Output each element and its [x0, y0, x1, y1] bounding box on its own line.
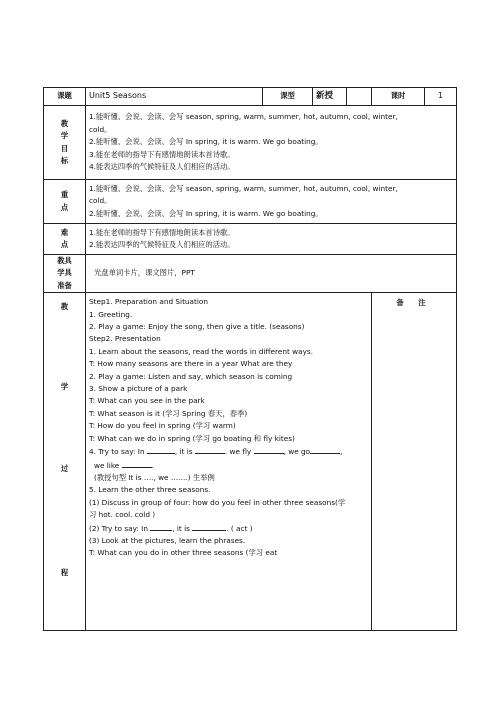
header-row — [44, 88, 457, 106]
process-line: (3) Look at the pictures, learn the phrases. — [89, 535, 246, 545]
objective-line: 2.能听懂、会说、会读、会写 In spring, it is warm. We go boating。 — [89, 137, 323, 147]
try-to-say-line-1: 4. Try to say: In , it is . we fly , we go , — [89, 447, 343, 457]
process-line: T: How do you feel in spring (学习 warm) — [89, 421, 236, 431]
blank — [147, 445, 175, 454]
try-to-say-line-2: (2) Try to say: In , it is . ( act ) — [89, 523, 253, 533]
process-line: T: What can you do in other three seasons (学习 eat — [89, 548, 278, 558]
blank — [122, 459, 152, 468]
lesson-plan-table — [43, 87, 457, 631]
objective-line: 1.能听懂、会说、会读、会写 season, spring, warm, summer, hot, autumn, cool, winter, — [89, 112, 398, 122]
key-points-content — [86, 180, 457, 224]
materials-label: 教具 学具 准备 — [44, 255, 86, 293]
blank — [310, 445, 340, 454]
key-points-label: 重 点 — [44, 180, 86, 224]
key-points-row — [44, 180, 457, 224]
objective-line: 4.能表达四季的气候特征及人们相应的活动。 — [89, 162, 235, 172]
blank — [192, 522, 226, 531]
process-line: (教授句型 It is …., we …….) 生举例 — [94, 472, 215, 482]
process-line: T: How many seasons are there in a year What are they — [89, 359, 293, 369]
type-label: 课型 — [263, 88, 313, 106]
blank — [254, 445, 284, 454]
difficulties-row — [44, 224, 457, 255]
process-line: Step1. Preparation and Situation — [89, 297, 209, 307]
materials-value: 光盘单词卡片，课文图片，PPT — [86, 255, 457, 293]
type-value: 新授 — [313, 88, 347, 106]
difficulties-content — [86, 224, 457, 255]
process-line: 习 hot. cool. cold ) — [89, 510, 156, 520]
process-line: Step2. Presentation — [89, 334, 161, 344]
process-line: 2. Play a game: Enjoy the song, then give a title. (seasons) — [89, 322, 305, 332]
objectives-label: 教 学 目 标 — [44, 106, 86, 180]
process-line: 1. Learn about the seasons, read the words in different ways. — [89, 346, 314, 356]
difficulty-line: 1.能在老师的指导下有感情地朗读本首诗歌。 — [89, 227, 235, 237]
hours-label: 课时 — [372, 88, 425, 106]
process-line: (1) Discuss in group of four: how do you feel in other three seasons(学 — [89, 497, 346, 507]
objectives-content — [86, 106, 457, 180]
process-line: 2. Play a game: Listen and say, which season is coming — [89, 371, 293, 381]
objective-line: 3.能在老师的指导下有感情地朗读本首诗歌。 — [89, 149, 235, 159]
difficulty-line: 2.能表达四季的气候特征及人们相应的活动。 — [89, 240, 235, 249]
process-line: 5. Learn the other three seasons. — [89, 485, 211, 495]
process-line: 3. Show a picture of a park — [89, 384, 188, 394]
process-line: T: What season is it (学习 Spring 春天，春季) — [89, 408, 248, 418]
process-label: 教 学 过 程 — [44, 293, 86, 631]
process-line: T: What can you see in the park — [89, 396, 205, 406]
blank — [150, 522, 172, 531]
materials-row — [44, 255, 457, 293]
process-row — [44, 293, 457, 631]
process-line: T: What can we do in spring (学习 go boating 和 fly kites) — [89, 433, 295, 443]
difficulties-label: 难 点 — [44, 224, 86, 255]
objectives-row — [44, 106, 457, 180]
notes-label: 备 注 — [372, 293, 457, 631]
blank — [195, 445, 225, 454]
key-point-line: cold。 — [89, 196, 112, 206]
key-point-line: 1.能听懂、会说、会读、会写 season, spring, warm, summer, hot, autumn, cool, winter, — [89, 183, 398, 193]
topic-label: 课题 — [44, 88, 86, 106]
key-point-line: 2.能听懂、会说、会读、会写 In spring, it is warm. We go boating。 — [89, 208, 323, 218]
objective-line: cold。 — [89, 124, 112, 134]
process-line: 1. Greeting. — [89, 309, 133, 319]
hours-value: 1 — [425, 88, 457, 106]
try-to-say-line-1b: we like . — [94, 460, 154, 470]
topic-value: Unit5 Seasons — [86, 88, 263, 106]
process-content — [86, 293, 372, 631]
